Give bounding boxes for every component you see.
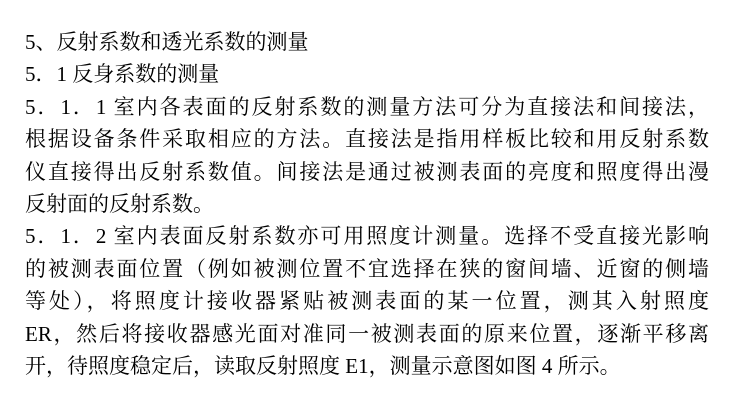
text-line: 开，待照度稳定后，读取反射照度 E1，测量示意图如图 4 所示。: [25, 354, 621, 379]
text-line: 5．1．2 室内表面反射系数亦可用照度计测量。选择不受直接光影响: [25, 224, 709, 249]
text-line: 反射面的反射系数。: [25, 192, 214, 217]
text-line: 的被测表面位置（例如被测位置不宜选择在狭的窗间墙、近窗的侧墙: [25, 256, 709, 281]
text-line: 5、反射系数和透光系数的测量: [25, 30, 309, 54]
text-line: 等处），将照度计接收器紧贴被测表面的某一位置，测其入射照度: [25, 289, 709, 314]
text-line: 5．1 反身系数的测量: [25, 62, 220, 87]
text-line: 5．1．1 室内各表面的反射系数的测量方法可分为直接法和间接法，: [25, 94, 709, 119]
text-line: 仪直接得出反射系数值。间接法是通过被测表面的亮度和照度得出漫: [25, 159, 709, 184]
text-line: ER，然后将接收器感光面对准同一被测表面的原来位置，逐渐平移离: [25, 321, 709, 346]
text-line: 根据设备条件采取相应的方法。直接法是指用样板比较和用反射系数: [25, 127, 709, 152]
